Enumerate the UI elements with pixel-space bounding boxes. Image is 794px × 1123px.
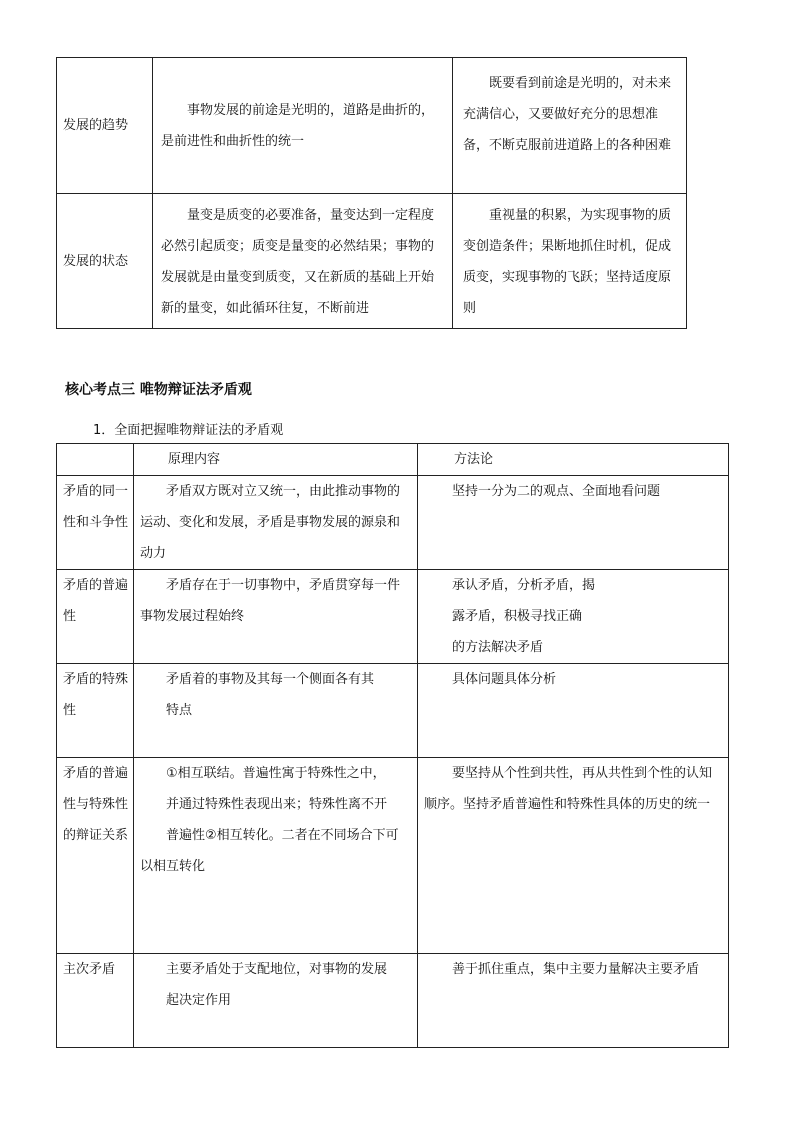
method-cell: [418, 476, 729, 570]
principle-text: 矛盾双方既对立又统一，由此推动事物的运动、变化和发展，矛盾是事物发展的源泉和动力: [140, 484, 401, 561]
table-row: [57, 58, 687, 194]
section-title: 核心考点三 唯物辩证法矛盾观: [65, 382, 252, 398]
principle-text: 起决定作用: [166, 993, 232, 1008]
method-text: 善于抓住重点，集中主要力量解决主要矛盾: [452, 962, 700, 977]
method-text: 承认矛盾，分析矛盾，揭: [452, 578, 596, 593]
row-label: 发展的趋势: [57, 58, 153, 194]
principle-cell: [153, 58, 453, 194]
row-label: 矛盾的同一性和斗争性: [57, 476, 134, 570]
method-text: 露矛盾，积极寻找正确: [452, 609, 583, 624]
method-cell: [418, 954, 729, 1048]
principle-cell: [134, 758, 418, 954]
method-cell: [418, 570, 729, 664]
header-blank: [57, 444, 134, 476]
row-label: 矛盾的特殊性: [57, 664, 134, 758]
row-label: 矛盾的普遍性: [57, 570, 134, 664]
method-text: 要坚持从个性到共性，再从共性到个性的认知顺序。坚持矛盾普遍性和特殊性具体的历史的统一: [424, 766, 713, 812]
method-cell: [418, 664, 729, 758]
principle-text: 特点: [166, 703, 193, 718]
principle-text: 普遍性②相互转化。二者在不同场合下可以相互转化: [140, 828, 399, 874]
method-cell: [453, 58, 687, 194]
contradiction-table: [56, 443, 729, 1048]
table-row: [57, 570, 729, 664]
method-cell: [418, 758, 729, 954]
row-label: 矛盾的普遍性与特殊性的辩证关系: [57, 758, 134, 954]
header-method: 方法论: [418, 444, 729, 476]
row-label: 发展的状态: [57, 194, 153, 329]
principle-text: 主要矛盾处于支配地位，对事物的发展: [166, 962, 388, 977]
table-row: [57, 758, 729, 954]
method-text: 既要看到前途是光明的，对未来充满信心，又要做好充分的思想准备，不断克服前进道路上的各种困难: [463, 76, 672, 153]
method-text: 重视量的积累，为实现事物的质变创造条件；果断地抓住时机，促成质变，实现事物的飞跃；坚持适度原则: [463, 208, 672, 316]
principle-cell: [134, 664, 418, 758]
principle-cell: [134, 476, 418, 570]
method-cell: [453, 194, 687, 329]
principle-text: 矛盾着的事物及其每一个侧面各有其: [166, 672, 375, 687]
table-header-row: [57, 444, 729, 476]
principle-text: ①相互联结。普遍性寓于特殊性之中，: [166, 766, 386, 781]
principle-cell: [134, 954, 418, 1048]
principle-cell: [134, 570, 418, 664]
principle-cell: [153, 194, 453, 329]
section-subtitle: 1．全面把握唯物辩证法的矛盾观: [93, 423, 284, 438]
table-row: [57, 194, 687, 329]
table-row: [57, 664, 729, 758]
table-row: [57, 476, 729, 570]
development-table: [56, 57, 687, 329]
method-text: 具体问题具体分析: [452, 672, 557, 687]
principle-text: 矛盾存在于一切事物中，矛盾贯穿每一件事物发展过程始终: [140, 578, 401, 624]
method-text: 坚持一分为二的观点、全面地看问题: [452, 484, 661, 499]
method-text: 的方法解决矛盾: [452, 640, 544, 655]
principle-text: 并通过特殊性表现出来；特殊性离不开: [166, 797, 388, 812]
principle-text: 事物发展的前途是光明的，道路是曲折的，是前进性和曲折性的统一: [161, 102, 435, 149]
header-principle: 原理内容: [134, 444, 418, 476]
principle-text: 量变是质变的必要准备，量变达到一定程度必然引起质变；质变是量变的必然结果；事物的发展就是由量变到质变，又在新质的基础上开始新的量变，如此循环往复，不断前进: [161, 208, 435, 316]
table-row: [57, 954, 729, 1048]
row-label: 主次矛盾: [57, 954, 134, 1048]
